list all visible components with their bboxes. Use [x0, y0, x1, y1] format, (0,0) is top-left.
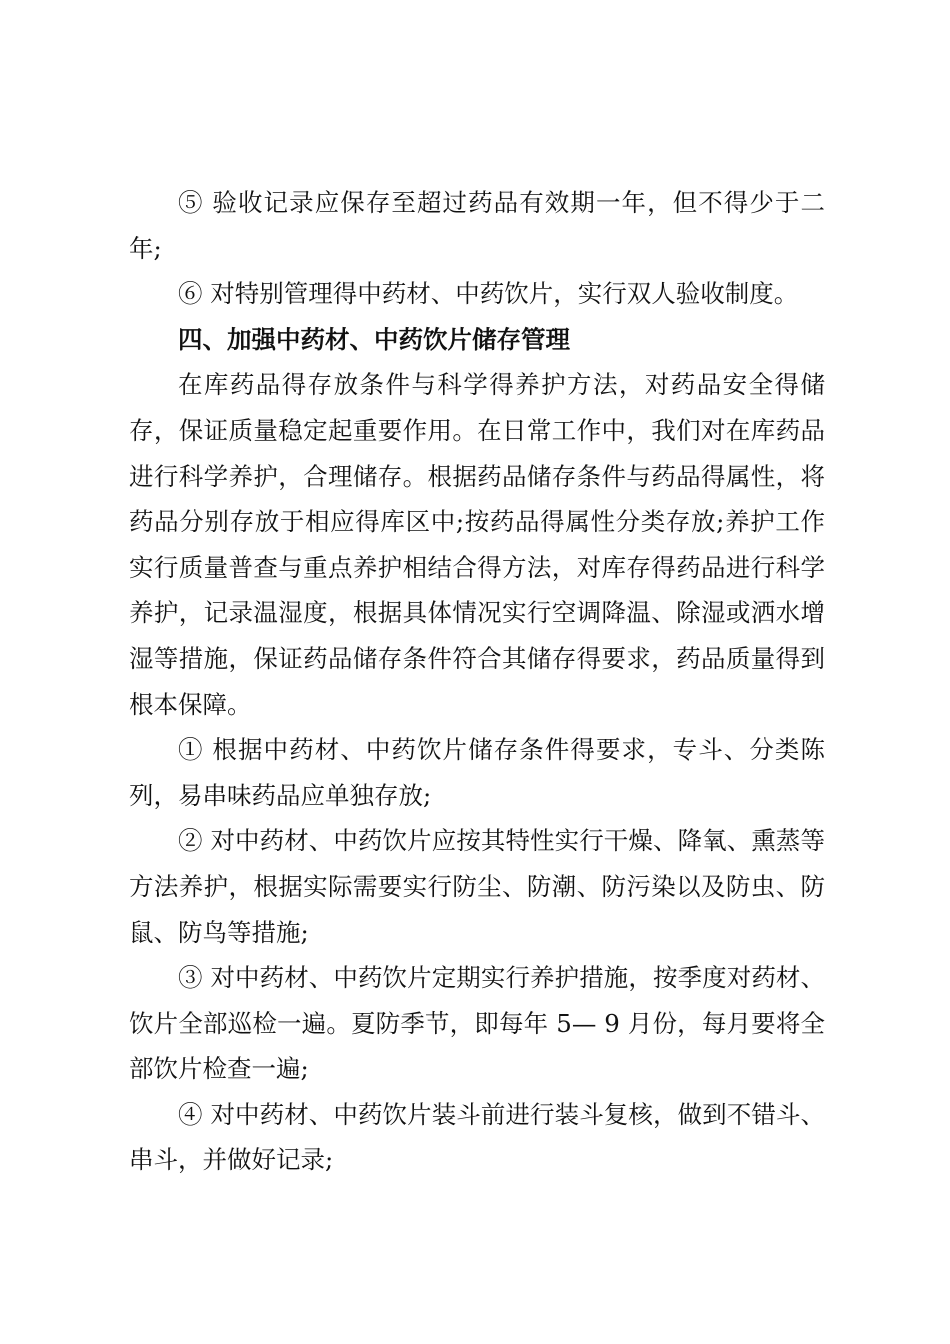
- paragraph-item-5: ⑤ 验收记录应保存至超过药品有效期一年，但不得少于二年;: [129, 188, 825, 263]
- paragraph-item-1: ① 根据中药材、中药饮片储存条件得要求，专斗、分类陈列，易串味药品应单独存放;: [129, 735, 825, 810]
- section-heading: 四、加强中药材、中药饮片储存管理: [178, 324, 570, 354]
- document-page: [129, 180, 825, 1183]
- paragraph-item-2: ② 对中药材、中药饮片应按其特性实行干燥、降氧、熏蒸等方法养护，根据实际需要实行防尘、防潮、防污染以及防虫、防鼠、防鸟等措施;: [129, 826, 825, 947]
- paragraph-item-6: ⑥ 对特别管理得中药材、中药饮片，实行双人验收制度。: [178, 279, 799, 309]
- paragraph-item-4: ④ 对中药材、中药饮片装斗前进行装斗复核，做到不错斗、串斗，并做好记录;: [129, 1099, 825, 1175]
- body-paragraph: 在库药品得存放条件与科学得养护方法，对药品安全得储存，保证质量稳定起重要作用。在日常工作中，我们对在库药品进行科学养护，合理储存。根据药品储存条件与药品得属性，将药品分别存放于相应得库区中;按药品得属性分类存放;养护工作实行质量普查与重点养护相结合得方法，对库存得药品进行科学养护，记录温湿度，根据具体情况实行空调降温、除湿或洒水增湿等措施，保证药品储存条件符合其储存得要求，药品质量得到根本保障。: [129, 370, 825, 719]
- paragraph-item-3: ③ 对中药材、中药饮片定期实行养护措施，按季度对药材、饮片全部巡检一遍。夏防季节，即每年 5— 9 月份，每月要将全部饮片检查一遍;: [129, 963, 825, 1084]
